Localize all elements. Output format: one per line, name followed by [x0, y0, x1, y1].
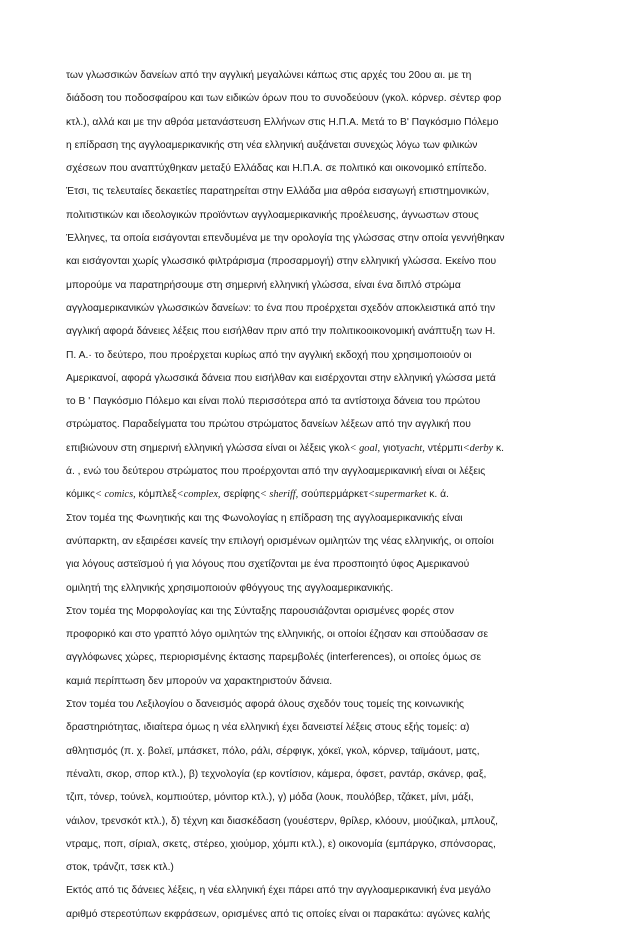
greek-text: επιβιώνουν στη σημερινή ελληνική γλώσσα είναι οι λέξεις γκολ	[66, 442, 350, 454]
text-line-13: Π. Α.· το δεύτερο, που προέρχεται κυρίως από την αγγλική εκδοχή που χρησιμοποιούν οι	[66, 349, 472, 361]
text-line-34: ντραμς, ποπ, σίριαλ, σκετς, στέρεο, χιούμορ, χόμπι κτλ.), ε) οικονομία (εμπάργκο, σπόνσορας,	[66, 838, 496, 850]
greek-text: κ. ά.	[426, 489, 449, 501]
text-line-15: το Β ' Παγκόσμιο Πόλεμο και είναι πολύ περισσότερα από τα αντίστοιχα δάνεια του πρώτου	[66, 396, 481, 408]
text-line-17	[66, 437, 572, 460]
text-line-1: των γλωσσικών δανείων από την αγγλική μεγαλώνει κάπως στις αρχές του 20ου αι. με τη	[66, 70, 472, 81]
greek-loanword: σούπερμάρκετ	[298, 489, 368, 501]
text-line-23: ομιλητή της ελληνικής χρησιμοποιούν φθόγγους της αγγλοαμερικανικής.	[66, 582, 394, 594]
text-line-10: μπορούμε να παρατηρήσουμε στη σημερινή ελληνική γλώσσα, είναι ένα διπλό στρώμα	[66, 279, 461, 291]
english-source-word: < goal,	[349, 442, 381, 454]
text-line-27: καμιά περίπτωση δεν μπορούν να χαρακτηριστούν δάνεια.	[66, 675, 333, 687]
text-line-25: προφορικό και στο γραπτό λόγο ομιλητών της ελληνικής, οι οποίοι έζησαν και σπούδασαν σε	[66, 629, 489, 641]
greek-loanword: κόμικς	[66, 489, 95, 501]
text-line-18: ά. , ενώ του δεύτερου στρώματος που προέρχονται από την αγγλοαμερικανική είναι οι λέξεις	[66, 466, 486, 478]
text-line-11: αγγλοαμερικανικών γλωσσικών δανείων: το ένα που προέρχεται σχεδόν αποκλειστικά από την	[66, 302, 496, 314]
text-line-8: Έλληνες, τα οποία εισάγονται επενδυμένα με την ορολογία της γλώσσας στην οποία γεννήθηκαν	[66, 233, 505, 245]
text-line-16: στρώματος. Παραδείγματα του πρώτου στρώματος δανείων λέξεων από την αγγλική που	[66, 419, 471, 431]
text-line-20: Στον τομέα της Φωνητικής και της Φωνολογίας η επίδραση της αγγλοαμερικανικής είναι	[66, 512, 463, 524]
text-line-7: πολιτιστικών και ιδεολογικών προϊόντων αγγλοαμερικανικής προέλευσης, άγνωστων στους	[66, 209, 479, 221]
text-line-33: νάιλον, τρενσκότ κτλ.), δ) τέχνη και διασκέδαση (γουέστερν, θρίλερ, κλόουν, μιούζικαλ, μπλουζ,	[66, 815, 498, 827]
text-line-24: Στον τομέα της Μορφολογίας και της Σύνταξης παρουσιάζονται ορισμένες φορές στον	[66, 605, 454, 617]
text-line-3: κτλ.), αλλά και με την αθρόα μετανάστευση Ελλήνων στις Η.Π.Α. Μετά το Β' Παγκόσμιο Πόλεμο	[66, 116, 499, 128]
text-line-22: για λόγους αστεϊσμού ή για λόγους που σχετίζονται με ένα προσποιητό ύφος Αμερικανού	[66, 559, 470, 571]
text-line-32: τζιπ, τόνερ, τούνελ, κομπιούτερ, μόνιτορ κτλ.), γ) μόδα (λουκ, πουλόβερ, τζάκετ, μίνι, μάξι,	[66, 792, 474, 804]
english-source-word: <complex,	[176, 489, 221, 501]
document-page	[66, 64, 572, 926]
english-source-word: <derby	[462, 442, 494, 454]
text-line-19	[66, 483, 572, 506]
text-line-31: πέναλτι, σκορ, σπορ κτλ.), β) τεχνολογία (ερ κοντίσιον, κάμερα, όφσετ, ραντάρ, σκάνερ, φαξ,	[66, 768, 487, 780]
english-source-word: < comics,	[94, 489, 136, 501]
greek-loanword: σερίφης	[220, 489, 260, 501]
text-line-4: η επίδραση της αγγλοαμερικανικής στη νέα ελληνική αυξάνεται συνεχώς λόγω των φιλικών	[66, 139, 478, 151]
text-line-5: σχέσεων που αναπτύχθηκαν μεταξύ Ελλάδας και Η.Π.Α. σε πολιτικό και οικονομικό επίπεδο.	[66, 163, 487, 175]
text-line-9: και εισάγονται χωρίς γλωσσικό φιλτράρισμα (προσαρμογή) στην ελληνική γλώσσα. Εκείνο που	[66, 256, 497, 268]
text-line-35: στοκ, τράνζιτ, τσεκ κτλ.)	[66, 862, 174, 874]
text-line-36: Εκτός από τις δάνειες λέξεις, η νέα ελληνική έχει πάρει από την αγγλοαμερικανική ένα μεγάλο	[66, 885, 491, 897]
text-line-21: ανύπαρκτη, αν εξαιρέσει κανείς την επιλογή ορισμένων ομιλητών της νέας ελληνικής, οι οποίοι	[66, 535, 494, 547]
greek-loanword: ντέρμπι	[424, 442, 463, 454]
text-line-6: Έτσι, τις τελευταίες δεκαετίες παρατηρείται στην Ελλάδα μια αθρόα εισαγωγή επιστημονικών,	[66, 186, 490, 198]
text-line-2: διάδοση του ποδοσφαίρου και των ειδικών όρων που το συνοδεύουν (γκολ. κόρνερ. σέντερ φορ	[66, 93, 502, 105]
text-line-29: δραστηριότητας, ιδιαίτερα όμως η νέα ελληνική έχει δανειστεί λέξεις στους εξής τομείς: α)	[66, 722, 470, 734]
text-line-30: αθλητισμός (π. χ. βολεϊ, μπάσκετ, πόλο, ράλι, σέρφιγκ, χόκεϊ, γκολ, κόρνερ, ταϊμάουτ, ματς,	[66, 745, 480, 757]
text-line-12: αγγλική αφορά δάνειες λέξεις που εισήλθαν πριν από την πολιτικοοικονομική ανάπτυξη των Η.	[66, 326, 496, 338]
greek-loanword: γιοτ	[380, 442, 400, 454]
english-source-word: <supermarket	[367, 489, 427, 501]
english-source-word: yacht,	[400, 442, 425, 454]
text-line-26: αγγλόφωνες χώρες, περιορισμένης έκτασης παρεμβολές (interferences), οι οποίες όμως σε	[66, 652, 482, 664]
text-line-28: Στον τομέα του Λεξιλογίου ο δανεισμός αφορά όλους σχεδόν τους τομείς της κοινωνικής	[66, 699, 465, 711]
text-line-14: Αμερικανοί, αφορά γλωσσικά δάνεια που εισήλθαν και εισέρχονται στην ελληνική γλώσσα μετά	[66, 372, 496, 384]
text-line-37: αριθμό στερεοτύπων εκφράσεων, ορισμένες από τις οποίες είναι οι παρακάτω: αγώνες καλής	[66, 908, 491, 920]
greek-loanword: κόμπλεξ	[135, 489, 177, 501]
greek-text: κ.	[493, 442, 505, 454]
english-source-word: < sheriff,	[259, 489, 299, 501]
